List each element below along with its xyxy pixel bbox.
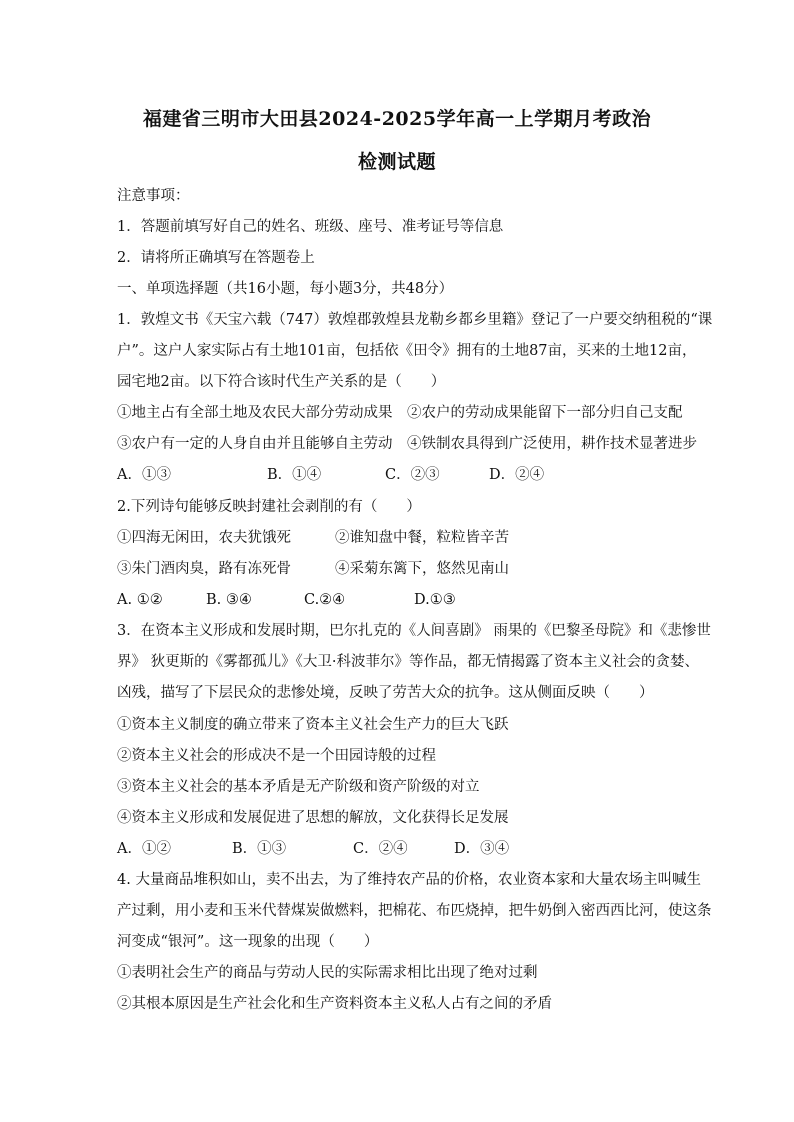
q3-statement-2: ②资本主义社会的形成决不是一个田园诗般的过程	[117, 748, 436, 764]
q3-statement-4: ④资本主义形成和发展促进了思想的解放，文化获得长足发展	[117, 810, 509, 826]
q2-option-c: C.②④	[304, 592, 346, 608]
q3-stem-line1: 3．在资本主义形成和发展时期，巴尔扎克的《人间喜剧》 雨果的《巴黎圣母院》和《悲惨世	[117, 623, 711, 639]
q1-option-d: D．②④	[489, 467, 545, 483]
q2-option-a: A. ①②	[117, 592, 163, 608]
notice-item-1: 1．答题前填写好自己的姓名、班级、座号、准考证号等信息	[117, 219, 504, 235]
q4-statement-2: ②其根本原因是生产社会化和生产资料资本主义私人占有之间的矛盾	[117, 996, 552, 1012]
q1-statements-34: ③农户有一定的人身自由并且能够自主劳动 ④铁制农具得到广泛使用，耕作技术显著进步	[117, 436, 697, 452]
q3-options	[117, 840, 509, 858]
q2-statement-2: ②谁知盘中餐，粒粒皆辛苦	[335, 530, 509, 546]
q3-option-c: C．②④	[353, 841, 408, 857]
q2-option-d: D.①③	[414, 592, 456, 608]
q3-option-a: A．①②	[117, 841, 171, 857]
q4-stem-line1: 4. 大量商品堆积如山，卖不出去，为了维持农产品的价格，农业资本家和大量农场主叫喊生	[117, 872, 701, 888]
q1-statements-12: ①地主占有全部土地及农民大部分劳动成果 ②农户的劳动成果能留下一部分归自己支配	[117, 405, 683, 421]
document-subtitle: 检测试题	[357, 151, 436, 173]
q3-stem-line2: 界》 狄更斯的《雾都孤儿》《大卫·科波菲尔》等作品，都无情揭露了资本主义社会的贪婪、	[117, 654, 699, 670]
q2-statements-12	[117, 529, 509, 547]
q2-statements-34	[117, 560, 509, 578]
q1-option-b: B．①④	[267, 467, 322, 483]
q2-options	[117, 591, 456, 609]
q1-stem-line3: 园宅地2亩。以下符合该时代生产关系的是（ ）	[117, 374, 446, 390]
document-title: 福建省三明市大田县2024-2025学年高一上学期月考政治	[142, 108, 652, 130]
q3-statement-3: ③资本主义社会的基本矛盾是无产阶级和资产阶级的对立	[117, 779, 480, 795]
q1-stem-line1: 1．敦煌文书《天宝六载（747）敦煌郡敦煌县龙勒乡都乡里籍》登记了一户要交纳租税的“课	[117, 312, 713, 328]
q4-statement-1: ①表明社会生产的商品与劳动人民的实际需求相比出现了绝对过剩	[117, 965, 538, 981]
q2-statement-3: ③朱门酒肉臭，路有冻死骨	[117, 561, 291, 577]
section-heading: 一、单项选择题（共16小题，每小题3分，共48分）	[117, 281, 454, 297]
q3-option-d: D．③④	[454, 841, 510, 857]
q2-option-b: B. ③④	[206, 592, 252, 608]
q3-stem-line3: 凶残，描写了下层民众的悲惨处境，反映了劳苦大众的抗争。这从侧面反映（ ）	[117, 685, 654, 701]
q1-option-a: A．①③	[117, 467, 171, 483]
q1-stem-line2: 户”。这户人家实际占有土地101亩，包括依《田令》拥有的土地87亩，买来的土地12亩，	[117, 343, 697, 359]
notice-header: 注意事项：	[117, 188, 190, 204]
q2-statement-4: ④采菊东篱下，悠然见南山	[335, 561, 509, 577]
q3-statement-1: ①资本主义制度的确立带来了资本主义社会生产力的巨大飞跃	[117, 717, 509, 733]
q1-option-c: C．②③	[385, 467, 440, 483]
q3-option-b: B．①③	[232, 841, 287, 857]
q1-options	[117, 466, 544, 484]
q2-statement-1: ①四海无闲田，农夫犹饿死	[117, 530, 291, 546]
notice-item-2: 2．请将所正确填写在答题卷上	[117, 250, 315, 266]
q4-stem-line3: 河变成“银河”。这一现象的出现（ ）	[117, 934, 379, 950]
q4-stem-line2: 产过剩，用小麦和玉米代替煤炭做燃料，把棉花、布匹烧掉，把牛奶倒入密西西比河，使这条	[117, 903, 712, 919]
q2-stem: 2.下列诗句能够反映封建社会剥削的有（ ）	[117, 499, 421, 515]
